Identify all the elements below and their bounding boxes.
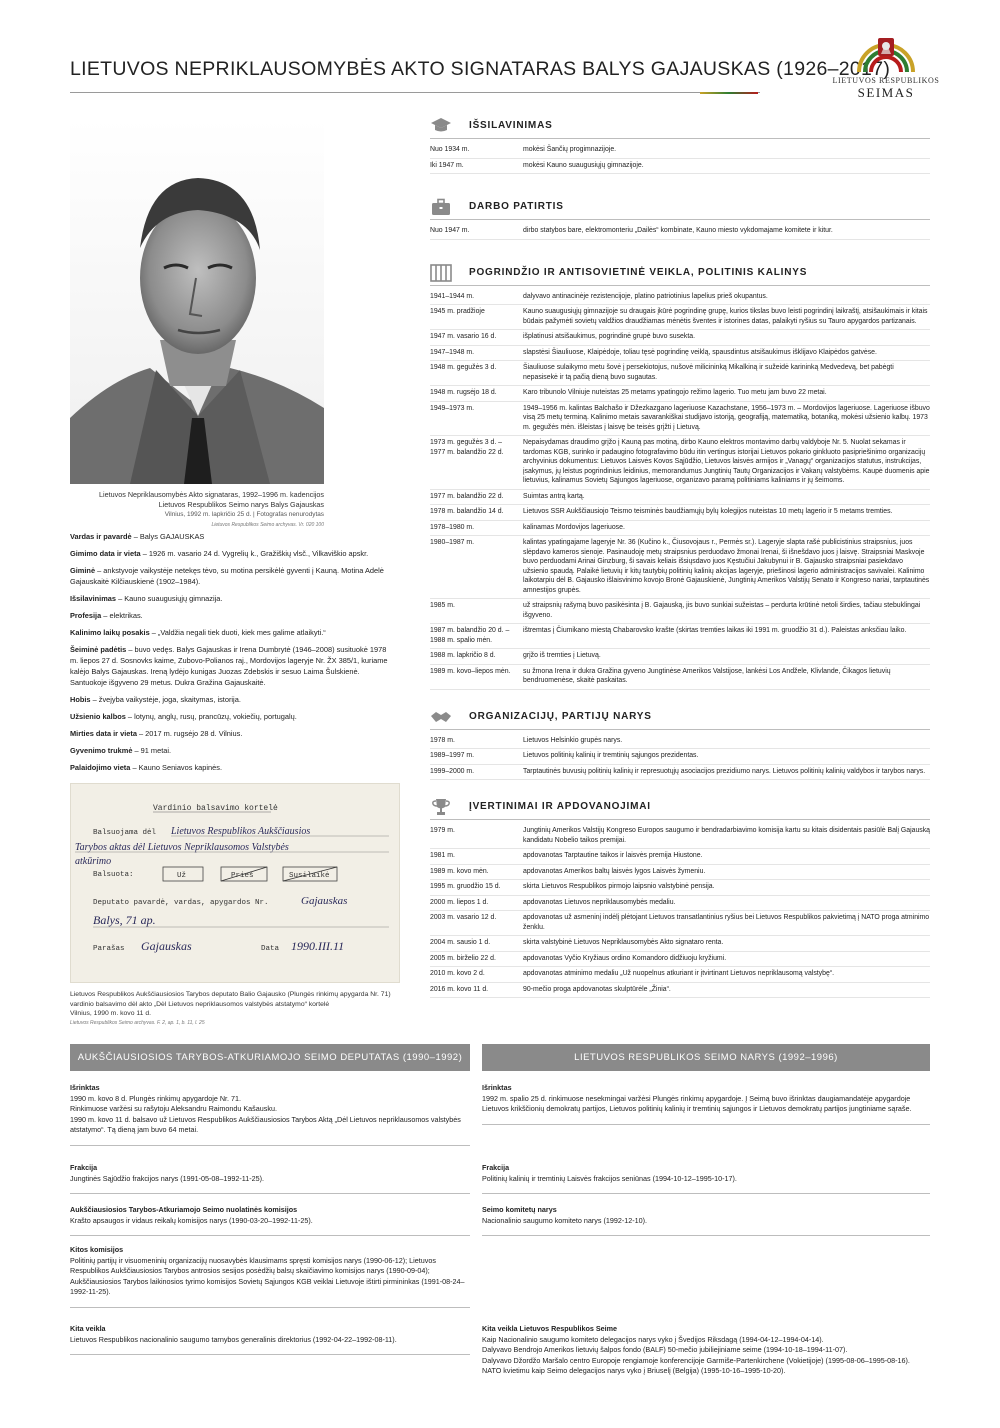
info-block-line: Kaip Nacionalinio saugumo komiteto delegacijos narys vyko į Švedijos Riksdagą (1994-04-12–1994-04-14). (482, 1334, 824, 1344)
timeline-row: 1949–1973 m. 1949–1956 m. kalintas Balchašo ir Džezkazgano lageriuose Kazachstane, 1956–1973 m. – Mordovijos lageriuose. Lageriuose išbuvo visą 25 metų terminą. Kalinimo metais savarankiškai studijavo istoriją, geografiją, matematiką, botaniką, mokėsi užsienio kalbų. 1973 m. gegužės mėn. išleistas į laisvę be teisės grįžti į Lietuvą. (430, 402, 930, 437)
timeline-row: 2010 m. kovo 2 d. apdovanotas atminimo medaliu „Už nuopelnus atkuriant ir įtvirtinant Lietuvos nepriklausomą valstybę“. (430, 967, 930, 983)
info-block (482, 1202, 930, 1236)
section-title: ORGANIZACIJŲ, PARTIJŲ NARYS (469, 710, 652, 722)
timeline-row: 1945 m. pradžioje Kauno suaugusiųjų gimnazijoje su draugais įkūrė pogrindinę grupę, kurios tikslas buvo leisti pogrindinį laikraštį, atsišaukimais ir kitais būdais pažymėti sovietų valdžios draudžiamas mėnėtis šventes ir istorines datas, palaikyti ryšius su Tauro apygardos partizanais. (430, 305, 930, 330)
timeline-row: 2016 m. kovo 11 d. 90-mečio proga apdovanotas skulptūrėle „Žinia“. (430, 983, 930, 999)
ballot-option: Susilaikė (289, 872, 330, 880)
info-block-heading: Frakcija (482, 1163, 510, 1172)
ballot-handwriting: atkūrimo (75, 856, 112, 867)
timeline-row: 1979 m. Jungtinių Amerikos Valstijų Kongreso Europos saugumo ir bendradarbiavimo komisija kartu su kitais disidentais pasiūlė Balį Gajauską kandidatu Nobelio taikos premijai. (430, 824, 930, 849)
info-block (70, 1160, 470, 1194)
ballot-option: Prieš (231, 872, 254, 880)
timeline-row: 1995 m. gruodžio 15 d. skirta Lietuvos Respublikos pirmojo laipsnio valstybinė pensija. (430, 880, 930, 896)
seimas-emblem-icon (851, 34, 921, 74)
ballot-option: Už (177, 872, 187, 880)
info-block-line: NATO kvietimu kaip Seimo delegacijos narys vyko į Briuselį (Belgija) (1995-10-16–1995-10-20). (482, 1366, 786, 1375)
timeline-row: 2005 m. birželio 22 d. apdovanotas Vyčio Kryžiaus ordino Komandoro didžiuoju kryžiumi. (430, 952, 930, 968)
ballot-heading: Vardinio balsavimo kortelė (153, 804, 278, 813)
timeline-row: 1989 m. kovo mėn. apdovanotas Amerikos baltų laisvės lygos Laisvės žymeniu. (430, 865, 930, 881)
ballot-handwriting: Gajauskas (301, 895, 348, 907)
info-block-heading: Išrinktas (482, 1083, 512, 1092)
bio-fact: Vardas ir pavardė – Balys GAJAUSKAS (70, 532, 205, 541)
ballot-handwriting: Balys, 71 ap. (93, 913, 156, 927)
ballot-handwriting: 1990.III.11 (291, 939, 345, 953)
info-block (482, 1160, 930, 1194)
timeline-row: 2004 m. sausio 1 d. skirta valstybinė Lietuvos Nepriklausomybės Akto signataro renta. (430, 936, 930, 952)
bio-fact: Mirties data ir vieta – 2017 m. rugsėjo 28 d. Vilnius. (70, 729, 243, 738)
timeline-row: 1948 m. rugsėjo 18 d. Karo tribunolo Vilniuje nuteistas 25 metams ypatingojo režimo lagerio. Tuo metu jam buvo 22 metai. (430, 386, 930, 402)
info-block-heading: Kita veikla (70, 1324, 106, 1333)
timeline-row: Nuo 1934 m. mokėsi Šančių progimnazijoje. (430, 143, 930, 159)
portrait-caption-place: Vilnius, 1992 m. lapkričio 25 d. | Fotografas nenurodytas (164, 511, 324, 518)
timeline-row: Nuo 1947 m. dirbo statybos bare, elektromonteriu „Dailės“ kombinate, Kauno miesto vykdomajame komitete ir kitur. (430, 224, 930, 240)
logo-title: SEIMAS (857, 85, 915, 100)
ballot-label: Balsuojama dėl (93, 829, 157, 837)
timeline-row: 1987 m. balandžio 20 d. – 1988 m. spalio mėn. ištremtas į Čiumikano miestą Chabarovsko krašte (skirtas tremties laikas iki 1991 m. gruodžio 31 d.). Paleistas anksčiau laiko. (430, 624, 930, 649)
section-band-supreme-council: AUKŠČIAUSIOSIOS TARYBOS-ATKURIAMOJO SEIMO DEPUTATAS (1990–1992) (70, 1044, 470, 1071)
ballot-handwriting: Gajauskas (141, 939, 192, 953)
section-header (430, 262, 930, 286)
info-block-line: 1990 m. kovo 11 d. balsavo už Lietuvos Respublikos Aukščiausiosios Tarybos Aktą „Dėl Lietuvos nepriklausomos valstybės atstatymo“. Tą dieną jam buvo 64 metai. (70, 1114, 461, 1134)
title-divider-accent (700, 92, 758, 94)
info-block-line: 1992 m. spalio 25 d. rinkimuose nesekmingai varžėsi Plungės rinkimų apygardoje. Į Seimą buvo išrinktas daugiamandatėje apygardoje Lietuvos krikščionių demokratų partijos, Lietuvos politinių kalinių ir tremtinių sąjungos ir Lietuvos demokratų partijos jungtiniame sąraše. (482, 1093, 912, 1113)
timeline-row: 1988 m. lapkričio 8 d. grįžo iš tremties į Lietuvą. (430, 649, 930, 665)
info-block-heading: Seimo komitetų narys (482, 1205, 557, 1214)
ballot-caption-archive: Lietuvos Respublikos Seimo archyvas. F. 2, ap. 1, b. 11, l. 25 (70, 1019, 205, 1026)
info-block (70, 1202, 470, 1236)
portrait-photo (70, 118, 324, 484)
section-education (430, 115, 930, 174)
portrait-caption-archive: Lietuvos Respublikos Seimo archyvas. Vr. 020 100 (211, 522, 324, 528)
info-block (482, 1321, 930, 1386)
prison-bars-icon (430, 264, 452, 282)
info-block-line: Dalyvavo Bendrojo Amerikos lietuvių šalpos fondo (BALF) 50-mečio jubiliejiniame seime (1994-10-18–1994-11-07). (482, 1345, 848, 1354)
timeline-row: 2000 m. liepos 1 d. apdovanotas Lietuvos nepriklausomybės medaliu. (430, 896, 930, 912)
graduation-cap-icon (430, 117, 452, 135)
info-block-line: Politinių kalinių ir tremtinių Laisvės frakcijos seniūnas (1994-10-12–1995-10-17). (482, 1173, 737, 1183)
ballot-handwriting: Tarybos aktas dėl Lietuvos Nepriklausomos Valstybės (75, 842, 289, 853)
logo-subtitle: LIETUVOS RESPUBLIKOS (832, 76, 940, 85)
info-block-heading: Kitos komisijos (70, 1245, 124, 1254)
ballot-label: Parašas (93, 945, 125, 953)
timeline-row: Iki 1947 m. mokėsi Kauno suaugusiųjų gimnazijoje. (430, 159, 930, 175)
ballot-handwriting: Lietuvos Respublikos Aukščiausios (171, 826, 311, 837)
bio-fact: Kalinimo laikų posakis – „Valdžia negali tiek duoti, kiek mes galime atlaikyti.“ (70, 628, 326, 637)
bio-fact: Gimimo data ir vieta – 1926 m. vasario 24 d. Vygrelių k., Gražiškių vlsč., Vilkaviškio apskr. (70, 549, 369, 558)
timeline-row: 1989–1997 m. Lietuvos politinių kalinių ir tremtinių sąjungos prezidentas. (430, 749, 930, 765)
briefcase-icon (430, 198, 452, 216)
seimas-logo[interactable] (830, 34, 942, 101)
info-block-line: Nacionalinio saugumo komiteto narys (1992-12-10). (482, 1215, 648, 1225)
timeline-row: 1973 m. gegužės 3 d. – 1977 m. balandžio 22 d. Nepaisydamas draudimo grįžo į Kauną pas motiną, dirbo Kauno elektros montavimo darbų valdyboje Nr. 5. Nuolat sekamas ir tardomas KGB, surinko ir padaugino fotografavimo būdu itin vertingus istorijai Lietuvos pokario ginkluoto pasipriešinimo organizacijų archyvinius dokumentus: Lietuvos Laisvės Kovos Sąjūdžio, Lietuvos laisvės armijos ir „Vanagų“ organizacijos statutus, instrukcijas, įsakymus, jų leistus pogrindinius leidinius, memorandumus Jungtinių Tautų Organizacijos ir Vakarų valstybėms. Kaupė duomenis apie lietuvius, kalinamus Sovietų Sąjungos lageriuose, organizavo paramą politiniams kaliniams ir jų šeimoms. (430, 436, 930, 490)
timeline-row: 1999–2000 m. Tarptautinės buvusių politinių kalinių ir represuotųjų asociacijos prezidiumo narys. Lietuvos politinių kalinių valdybos ir tarybos narys. (430, 765, 930, 781)
portrait-caption-line: Lietuvos Respublikos Seimo narys Balys Gajauskas (158, 500, 324, 509)
info-block (70, 1321, 470, 1355)
section-title: POGRINDŽIO IR ANTISOVIETINĖ VEIKLA, POLITINIS KALINYS (469, 266, 808, 278)
info-block-line: Krašto apsaugos ir vidaus reikalų komisijos narys (1990-03-20–1992-11-25). (70, 1215, 313, 1225)
ballot-caption-text: Lietuvos Respublikos Aukščiausiosios Tarybos deputato Balio Gajausko (Plungės rinkimų apygarda Nr. 71) vardinio balsavimo dėl akto „Dėl Lietuvos nepriklausomos valstybės atstatymo“ kortelė (70, 991, 391, 1008)
section-header (430, 196, 930, 220)
timeline-row: 2003 m. vasario 12 d. apdovanotas už asmeninį indėlį plėtojant Lietuvos transatlantinius ryšius bei Lietuvos Respublikos pakvietimą į NATO proga atminimo ženklu. (430, 911, 930, 936)
handshake-icon (430, 708, 452, 726)
section-title: DARBO PATIRTIS (469, 201, 564, 212)
timeline-row: 1977 m. balandžio 22 d. Suimtas antrą kartą. (430, 490, 930, 506)
info-block-line: Politinių partijų ir visuomeninių organizacijų nuosavybės klausimams spręsti komisijos narys (1990-06-12); Lietuvos Respublikos Aukščiausiosios Tarybos antrosios sesijos posėdžių balsų skaičiavimo komisijos narys (1990-09-04); Aukščiausiosios Tarybos laikinosios tyrimo komisijos Sovietų Sąjungos KGB veiklai Lietuvoje ištirti pirmininkas (1991-08-24–1992-11-25). (70, 1255, 465, 1296)
info-block-heading: Kita veikla Lietuvos Respublikos Seime (482, 1324, 618, 1333)
section-header (430, 796, 930, 820)
page-title: LIETUVOS NEPRIKLAUSOMYBĖS AKTO SIGNATARAS BALYS GAJAUSKAS (1926–2017) (70, 58, 891, 80)
info-block-line: Lietuvos Respublikos nacionalinio saugumo tarnybos generalinis direktorius (1992-04-22–1992-08-11). (70, 1334, 397, 1344)
info-block (482, 1080, 930, 1125)
bio-fact: Šeiminė padėtis – buvo vedęs. Balys Gajauskas ir Irena Dumbrytė (1946–2008) susituokė 1978 m. liepos 27 d. Sosnovks kaime, Zubovo-Polianos raj., Mordovijos lageryje Nr. ŽX 385/1, kuriame kalėjo Balys Gajauskas. Ireną lydėjo kunigas Juozas Zdebskis ir sesuo Laima Šulskienė. Santuokoje išgyveno 29 metus. Dukra Gražina Gajauskaitė. (70, 645, 388, 687)
portrait-caption-line: Lietuvos Nepriklausomybės Akto signataras, 1992–1996 m. kadencijos (99, 490, 324, 499)
timeline-row: 1978 m. balandžio 14 d. Lietuvos SSR Aukščiausiojo Teismo teisminės baudžiamųjų bylų kolegijos nuteistas 10 metų lagerio ir 5 metams tremties. (430, 505, 930, 521)
bio-fact: Profesija – elektrikas. (70, 611, 143, 620)
ballot-caption-place: Vilnius, 1990 m. kovo 11 d. (70, 1010, 151, 1017)
info-block (70, 1242, 470, 1308)
timeline-row: 1985 m. už straipsnių rašymą buvo pasikėsinta į B. Gajauską, jis buvo sunkiai sužeistas – perdurta krūtinė netoli širdies, tačiau stebuklingai išgyveno. (430, 599, 930, 624)
section-header (430, 115, 930, 139)
info-block-heading: Išrinktas (70, 1083, 100, 1092)
timeline-row: 1989 m. kovo–liepos mėn. su žmona Irena ir dukra Gražina gyveno Jungtinėse Amerikos Valstijose, lankėsi Los Andžele, Klivlande, Čikagos lietuvių bendruomenėse, skaitė paskaitas. (430, 665, 930, 690)
portrait-caption (70, 490, 324, 530)
section-band-seimas: LIETUVOS RESPUBLIKOS SEIMO NARYS (1992–1996) (482, 1044, 930, 1071)
trophy-icon (430, 798, 452, 816)
section-title: IŠSILAVINIMAS (469, 120, 553, 131)
timeline-row: 1978–1980 m. kalinamas Mordovijos lageriuose. (430, 521, 930, 537)
timeline-row: 1981 m. apdovanotas Tarptautine taikos ir laisvės premija Hiustone. (430, 849, 930, 865)
section-title: ĮVERTINIMAI IR APDOVANOJIMAI (469, 801, 651, 812)
section-awards (430, 796, 930, 998)
info-block-heading: Frakcija (70, 1163, 98, 1172)
info-block-line: Rinkimuose varžėsi su rašytoju Aleksandru Raimondu Kašausku. (70, 1104, 277, 1113)
bio-facts (70, 531, 395, 779)
timeline-row: 1978 m. Lietuvos Helsinkio grupės narys. (430, 734, 930, 750)
info-block (70, 1080, 470, 1146)
title-divider (70, 92, 760, 93)
ballot-label: Balsuota: (93, 871, 134, 879)
timeline-row: 1941–1944 m. dalyvavo antinacinėje rezistencijoje, platino patriotinius lapelius prieš okupantus. (430, 290, 930, 306)
bio-fact: Hobis – žvejyba vaikystėje, joga, skaitymas, istorija. (70, 695, 241, 704)
biography-timeline (430, 115, 930, 998)
timeline-row: 1980–1987 m. kalintas ypatingajame lageryje Nr. 36 (Kučino k., Čiusovojaus r., Permės sr.). Lageryje slapta rašė publicistinius straipsnius, juos slėpdavo kameros sienoje. Pasinaudoję metų straipsnius perduodavo žmonai Irenai, ši išnešdavo juos į laisvę. Straipsniai Maskvoje buvo perduodami Arinai Ginzburg, ši savais keliais išsiųsdavo juos Kęstučiui Jakubynui ir B. Gajausko straipsniai pasiekdavo užsienio spaudą. Palaikė lietuvių ir kitų tautybių politinių kalinių akcijas lageryje, priešinosi lagerio administracijos savivalei. Kalinimo laikotarpiu dėl B. Gajausko išlaisvinimo kovojo Bronė Gajauskienė, Jungtinių Amerikos Valstijų Senato ir Kongreso nariai, tarptautinės amnestijos grupės. (430, 536, 930, 599)
section-work (430, 196, 930, 240)
bio-fact: Užsienio kalbos – lotynų, anglų, rusų, prancūzų, vokiečių, portugalų. (70, 712, 297, 721)
info-block-line: 1990 m. kovo 8 d. Plungės rinkimų apygardoje Nr. 71. (70, 1093, 241, 1103)
timeline-row: 1947 m. vasario 16 d. išplatinusi atsišaukimus, pogrindinė grupė buvo susekta. (430, 330, 930, 346)
timeline-row: 1947–1948 m. slapstėsi Šiauliuose, Klaipėdoje, toliau tęsė pogrindinę veiklą, spausdintus atsišaukimus išklijavo Klaipėdos gatvėse. (430, 346, 930, 362)
info-block-heading: Aukščiausiosios Tarybos-Atkuriamojo Seimo nuolatinės komisijos (70, 1205, 298, 1214)
timeline-row: 1948 m. gegužės 3 d. Šiauliuose sulaikymo metu šovė į persekiotojus, nušovė milicininką Mikalkiną ir sužeidė karininką Medvedevą, bet pabėgti nepasisekė ir tą pačią dieną buvo sugautas. (430, 361, 930, 386)
section-organizations (430, 706, 930, 781)
ballot-card-image (70, 783, 400, 983)
bio-fact: Palaidojimo vieta – Kauno Seniavos kapinės. (70, 763, 223, 772)
ballot-caption (70, 990, 400, 1028)
info-block-line: Jungtinės Sąjūdžio frakcijos narys (1991-05-08–1992-11-25). (70, 1173, 265, 1183)
section-header (430, 706, 930, 730)
section-resistance (430, 262, 930, 690)
ballot-label: Deputato pavardė, vardas, apygardos Nr. (93, 899, 269, 907)
bio-fact: Giminė – ankstyvoje vaikystėje netekęs tėvo, su motina persikėlė gyventi į Kauną. Motina Adelė Gajauskaitė Kilčiauskienė (1902–1984). (70, 566, 384, 586)
bio-fact: Gyvenimo trukmė – 91 metai. (70, 746, 172, 755)
bio-fact: Išsilavinimas – Kauno suaugusiųjų gimnazija. (70, 594, 223, 603)
info-block-line: Dalyvavo Džordžo Maršalo centro Europoje rengiamoje konferencijoje Garmiše-Partenkirchene (Vokietijoje) (1995-08-06–1995-08-16). (482, 1355, 910, 1365)
ballot-label: Data (261, 945, 280, 953)
